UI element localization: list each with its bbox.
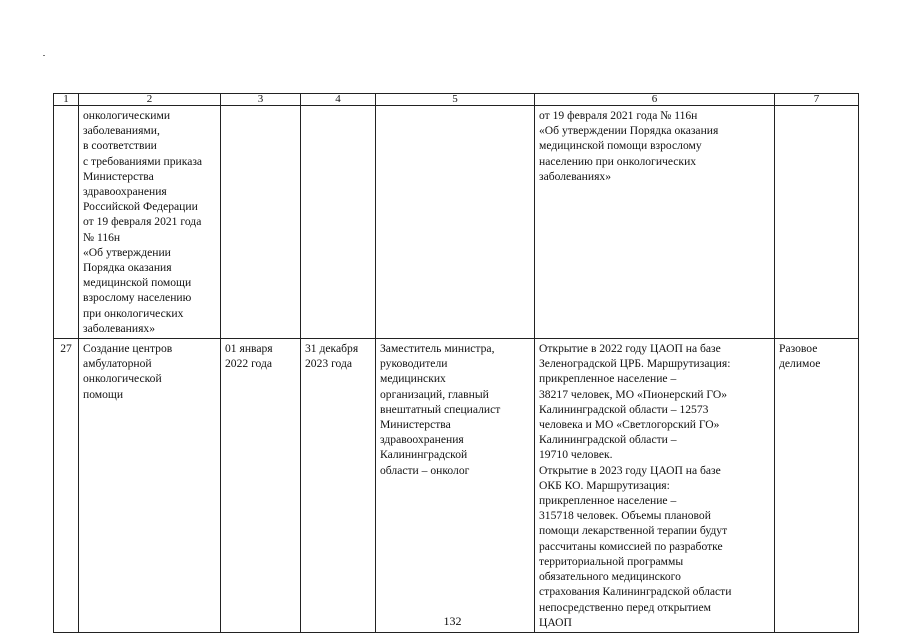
activity-cell: онкологическими заболеваниями, в соответствии с требованиями приказа Министерства здравоохранения Российской Федерации от 19 февраля 2021 года № 116н «Об утверждении Порядка оказания медицинской помощи взрослому населению при онкологических заболеваниях» [79,106,221,339]
row-number-cell [54,106,79,339]
table-row [54,106,859,339]
type-cell [775,106,859,339]
document-table [53,93,859,633]
header-cell-1: 1 [54,94,79,106]
start-date-cell: 01 января 2022 года [221,339,301,633]
header-cell-7: 7 [775,94,859,106]
type-cell: Разовое делимое [775,339,859,633]
result-cell: Открытие в 2022 году ЦАОП на базе Зеленоградской ЦРБ. Маршрутизация: прикрепленное население – 38217 человек, МО «Пионерский ГО» Калининградской области – 12573 человека и МО «Светлогорский ГО» Калининградской области – 19710 человек. Открытие в 2023 году ЦАОП на базе ОКБ КО. Маршрутизация: прикрепленное население – 315718 человек. Объемы плановой помощи лекарственной терапии будут рассчитаны комиссией по разработке территориальной программы обязательного медицинского страхования Калининградской области непосредственно перед открытием ЦАОП [535,339,775,633]
header-cell-3: 3 [221,94,301,106]
row-number-cell: 27 [54,339,79,633]
scan-speck [43,55,45,56]
header-cell-2: 2 [79,94,221,106]
header-cell-4: 4 [301,94,376,106]
header-row [54,94,859,106]
header-cell-5: 5 [376,94,535,106]
responsible-cell: Заместитель министра, руководители медицинских организаций, главный внештатный специалист Министерства здравоохранения Калининградской области – онколог [376,339,535,633]
table-row [54,339,859,633]
header-cell-6: 6 [535,94,775,106]
activity-cell: Создание центров амбулаторной онкологической помощи [79,339,221,633]
responsible-cell [376,106,535,339]
end-date-cell [301,106,376,339]
end-date-cell: 31 декабря 2023 года [301,339,376,633]
page-number: 132 [443,614,462,628]
start-date-cell [221,106,301,339]
result-cell: от 19 февраля 2021 года № 116н «Об утверждении Порядка оказания медицинской помощи взрослому населению при онкологических заболеваниях» [535,106,775,339]
